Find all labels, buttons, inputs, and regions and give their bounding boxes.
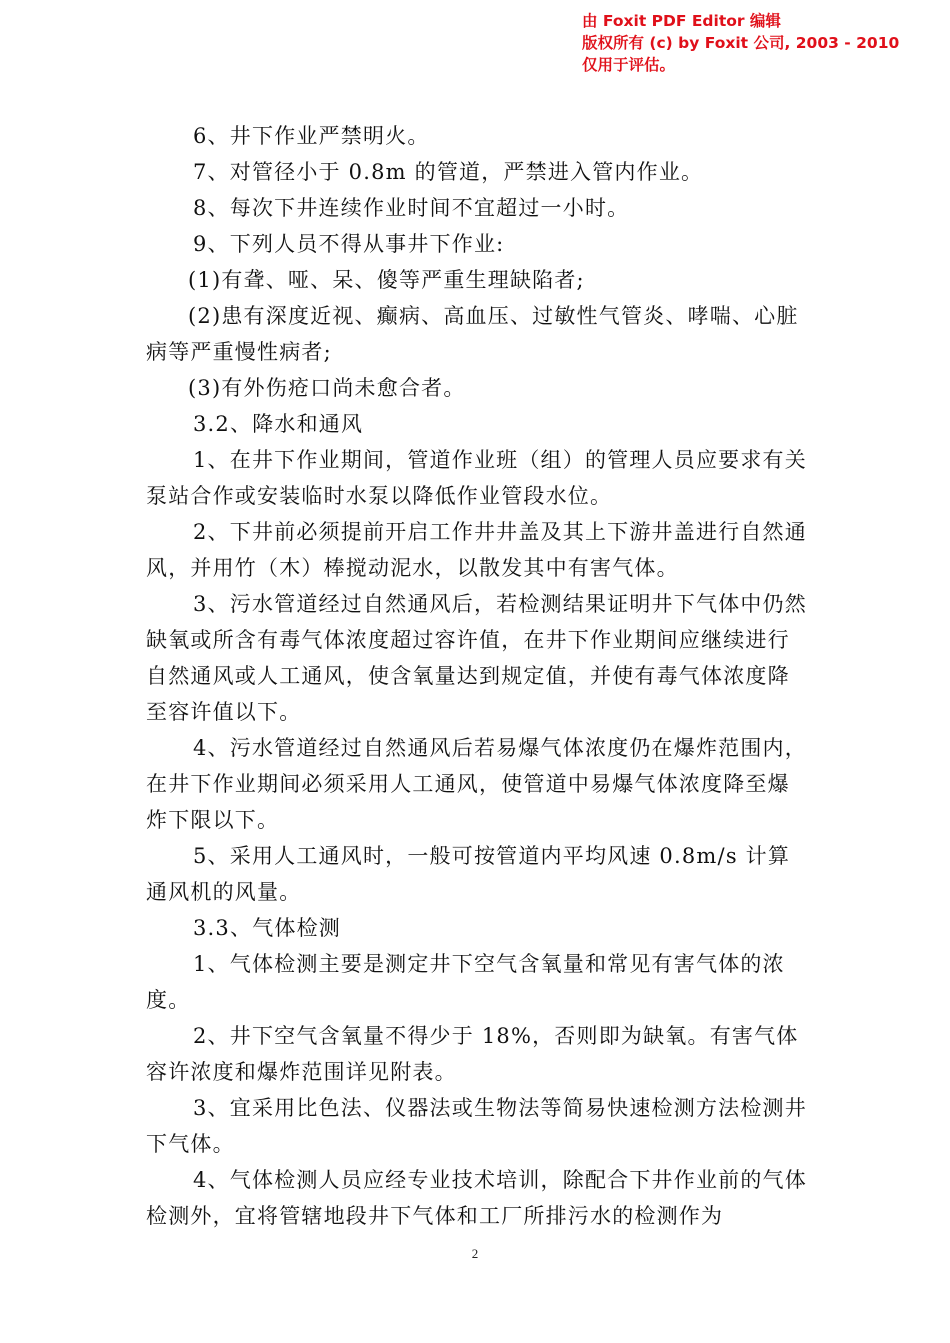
page-number: 2 bbox=[471, 1246, 479, 1261]
section-heading-3-3: 3.3、气体检测 bbox=[193, 916, 341, 940]
section-heading-3-2: 3.2、降水和通风 bbox=[193, 412, 364, 436]
sub-item-1: (1)有聋、哑、呆、傻等严重生理缺陷者; bbox=[188, 268, 585, 292]
list-item-7: 7、对管径小于 0.8m 的管道，严禁进入管内作业。 bbox=[193, 160, 704, 184]
list-item-6: 6、井下作业严禁明火。 bbox=[193, 124, 430, 148]
paragraph: 2、下井前必须提前开启工作井井盖及其上下游井盖进行自然通风，并用竹（木）棒搅动泥水，以散发其中有害气体。 bbox=[146, 520, 807, 580]
watermark-line-1: 由 Foxit PDF Editor 编辑 bbox=[582, 12, 781, 30]
paragraph: 1、气体检测主要是测定井下空气含氧量和常见有害气体的浓度。 bbox=[146, 952, 785, 1012]
paragraph: 4、气体检测人员应经专业技术培训，除配合下井作业前的气体检测外，宜将管辖地段井下气体和工厂所排污水的检测作为 bbox=[146, 1168, 807, 1228]
paragraph: 4、污水管道经过自然通风后若易爆气体浓度仍在爆炸范围内，在井下作业期间必须采用人工通风，使管道中易爆气体浓度降至爆炸下限以下。 bbox=[146, 736, 807, 832]
list-item-9: 9、下列人员不得从事井下作业: bbox=[193, 232, 505, 256]
evaluation-watermark bbox=[582, 10, 942, 76]
watermark-line-3: 仅用于评估。 bbox=[582, 56, 676, 74]
document-body bbox=[146, 118, 810, 1234]
watermark-line-2: 版权所有 (c) by Foxit 公司, 2003 - 2010 bbox=[582, 34, 900, 52]
paragraph: 5、采用人工通风时，一般可按管道内平均风速 0.8m/s 计算通风机的风量。 bbox=[146, 844, 791, 904]
paragraph: 1、在井下作业期间，管道作业班（组）的管理人员应要求有关泵站合作或安装临时水泵以降低作业管段水位。 bbox=[146, 448, 807, 508]
sub-item-3: (3)有外伤疮口尚未愈合者。 bbox=[188, 376, 466, 400]
sub-item-2: (2)患有深度近视、癫病、高血压、过敏性气管炎、哮喘、心脏病等严重慢性病者; bbox=[146, 304, 799, 364]
paragraph: 3、污水管道经过自然通风后，若检测结果证明井下气体中仍然缺氧或所含有毒气体浓度超过容许值，在井下作业期间应继续进行自然通风或人工通风，使含氧量达到规定值，并使有毒气体浓度降至容许值以下。 bbox=[146, 592, 807, 724]
paragraph: 2、井下空气含氧量不得少于 18%，否则即为缺氧。有害气体容许浓度和爆炸范围详见附表。 bbox=[146, 1024, 799, 1084]
list-item-8: 8、每次下井连续作业时间不宜超过一小时。 bbox=[193, 196, 630, 220]
paragraph: 3、宜采用比色法、仪器法或生物法等简易快速检测方法检测井下气体。 bbox=[146, 1096, 807, 1156]
